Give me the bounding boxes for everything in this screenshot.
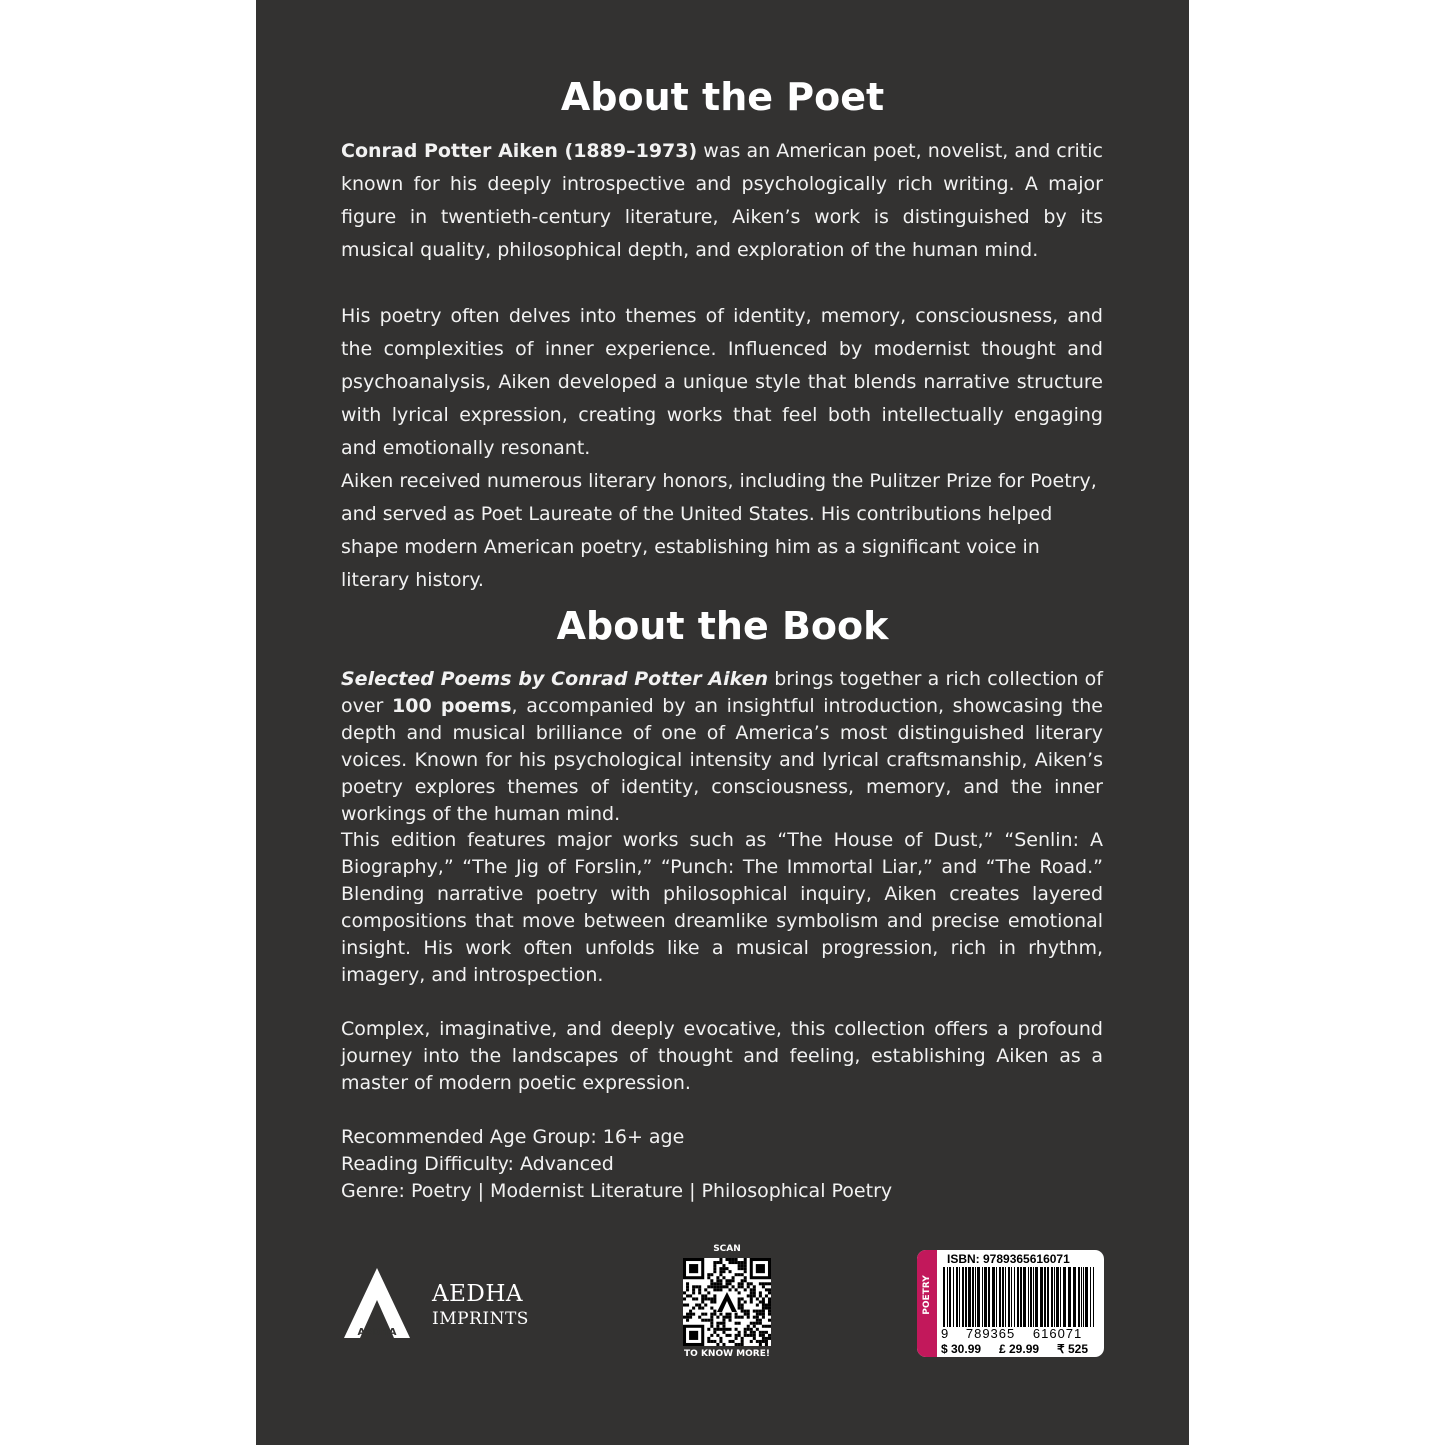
book-paragraph-1-text-b: , accompanied by an insightful introduction, showcasing the depth and musical brilliance of one of America’s most distinguished literary voices. Known for his psychological intensity and lyrical craftsmanship, Aiken’s poetry explores themes of identity, consciousness, memory, and the inner workings of the human mind. [341, 695, 1103, 825]
category-label: POETRY [922, 1275, 932, 1315]
age-group: Recommended Age Group: 16+ age [341, 1126, 685, 1148]
qr-code-icon[interactable] [683, 1258, 771, 1346]
back-cover [256, 0, 1189, 1445]
category-tab [917, 1250, 937, 1357]
barcode-digit-group2: 616071 [1032, 1326, 1083, 1341]
barcode-icon [941, 1267, 1099, 1329]
book-paragraph-2: This edition features major works such as “The House of Dust,” “Senlin: A Biography,” “The Jig of Forslin,” “Punch: The Immortal Liar,” and “The Road.” Blending narrative poetry with philosophical inquiry, Aiken creates layered compositions that move between dreamlike symbolism and precise emotional insight. His work often unfolds like a musical progression, rich in rhythm, imagery, and introspection. [341, 829, 1103, 986]
qr-bottom-label: TO KNOW MORE! [684, 1349, 770, 1359]
price-gbp: £ 29.99 [999, 1342, 1040, 1356]
poet-paragraph-1 [341, 135, 1103, 267]
aedha-mark-text: AEDHA [357, 1327, 397, 1338]
publisher-name-line2: IMPRINTS [432, 1309, 529, 1329]
price-usd: $ 30.99 [941, 1342, 982, 1356]
poet-paragraph-2: His poetry often delves into themes of identity, memory, consciousness, and the complexities of inner experience. Influenced by modernist thought and psychoanalysis, Aiken developed a unique style that blends narrative structure with lyrical expression, creating works that feel both intellectually engaging and emotionally resonant. [341, 305, 1103, 459]
genre: Genre: Poetry | Modernist Literature | Philosophical Poetry [341, 1180, 893, 1202]
about-book-heading: About the Book [556, 604, 889, 648]
about-poet-heading: About the Poet [560, 75, 885, 119]
book-paragraph-3: Complex, imaginative, and deeply evocative, this collection offers a profound journey into the landscapes of thought and feeling, establishing Aiken as a master of modern poetic expression. [341, 1018, 1103, 1094]
barcode-box [917, 1250, 1104, 1357]
publisher-name [432, 1280, 529, 1330]
qr-block [680, 1244, 774, 1364]
barcode-digits [941, 1326, 1082, 1341]
aedha-mark-icon [344, 1268, 410, 1344]
publisher-name-line1: AEDHA [432, 1281, 524, 1307]
poem-count: 100 poems [392, 695, 512, 717]
poet-name: Conrad Potter Aiken (1889–1973) [341, 140, 698, 162]
isbn-label: ISBN: 9789365616071 [947, 1252, 1070, 1266]
book-paragraph-1 [341, 666, 1103, 828]
barcode-digit-group1: 789365 [965, 1326, 1016, 1341]
book-title: Selected Poems by Conrad Potter Aiken [341, 668, 769, 690]
barcode-digit-first: 9 [941, 1326, 949, 1341]
reading-difficulty: Reading Difficulty: Advanced [341, 1153, 614, 1175]
publisher-logo [344, 1268, 544, 1344]
qr-scan-label: SCAN [713, 1244, 741, 1254]
poet-paragraph-1-text: was an American poet, novelist, and critic known for his deeply introspective and psychologically rich writing. A major figure in twentieth-century literature, Aiken’s work is distinguished by its musical quality, philosophical depth, and exploration of the human mind. [341, 140, 1104, 261]
poet-paragraph-3: Aiken received numerous literary honors, including the Pulitzer Prize for Poetry, and served as Poet Laureate of the United States. His contributions helped shape modern American poetry, establishing him as a significant voice in literary history. [341, 470, 1097, 591]
book-paragraph-1-text-a: brings together a rich collection of over [341, 668, 1103, 717]
price-inr: ₹ 525 [1057, 1342, 1088, 1356]
